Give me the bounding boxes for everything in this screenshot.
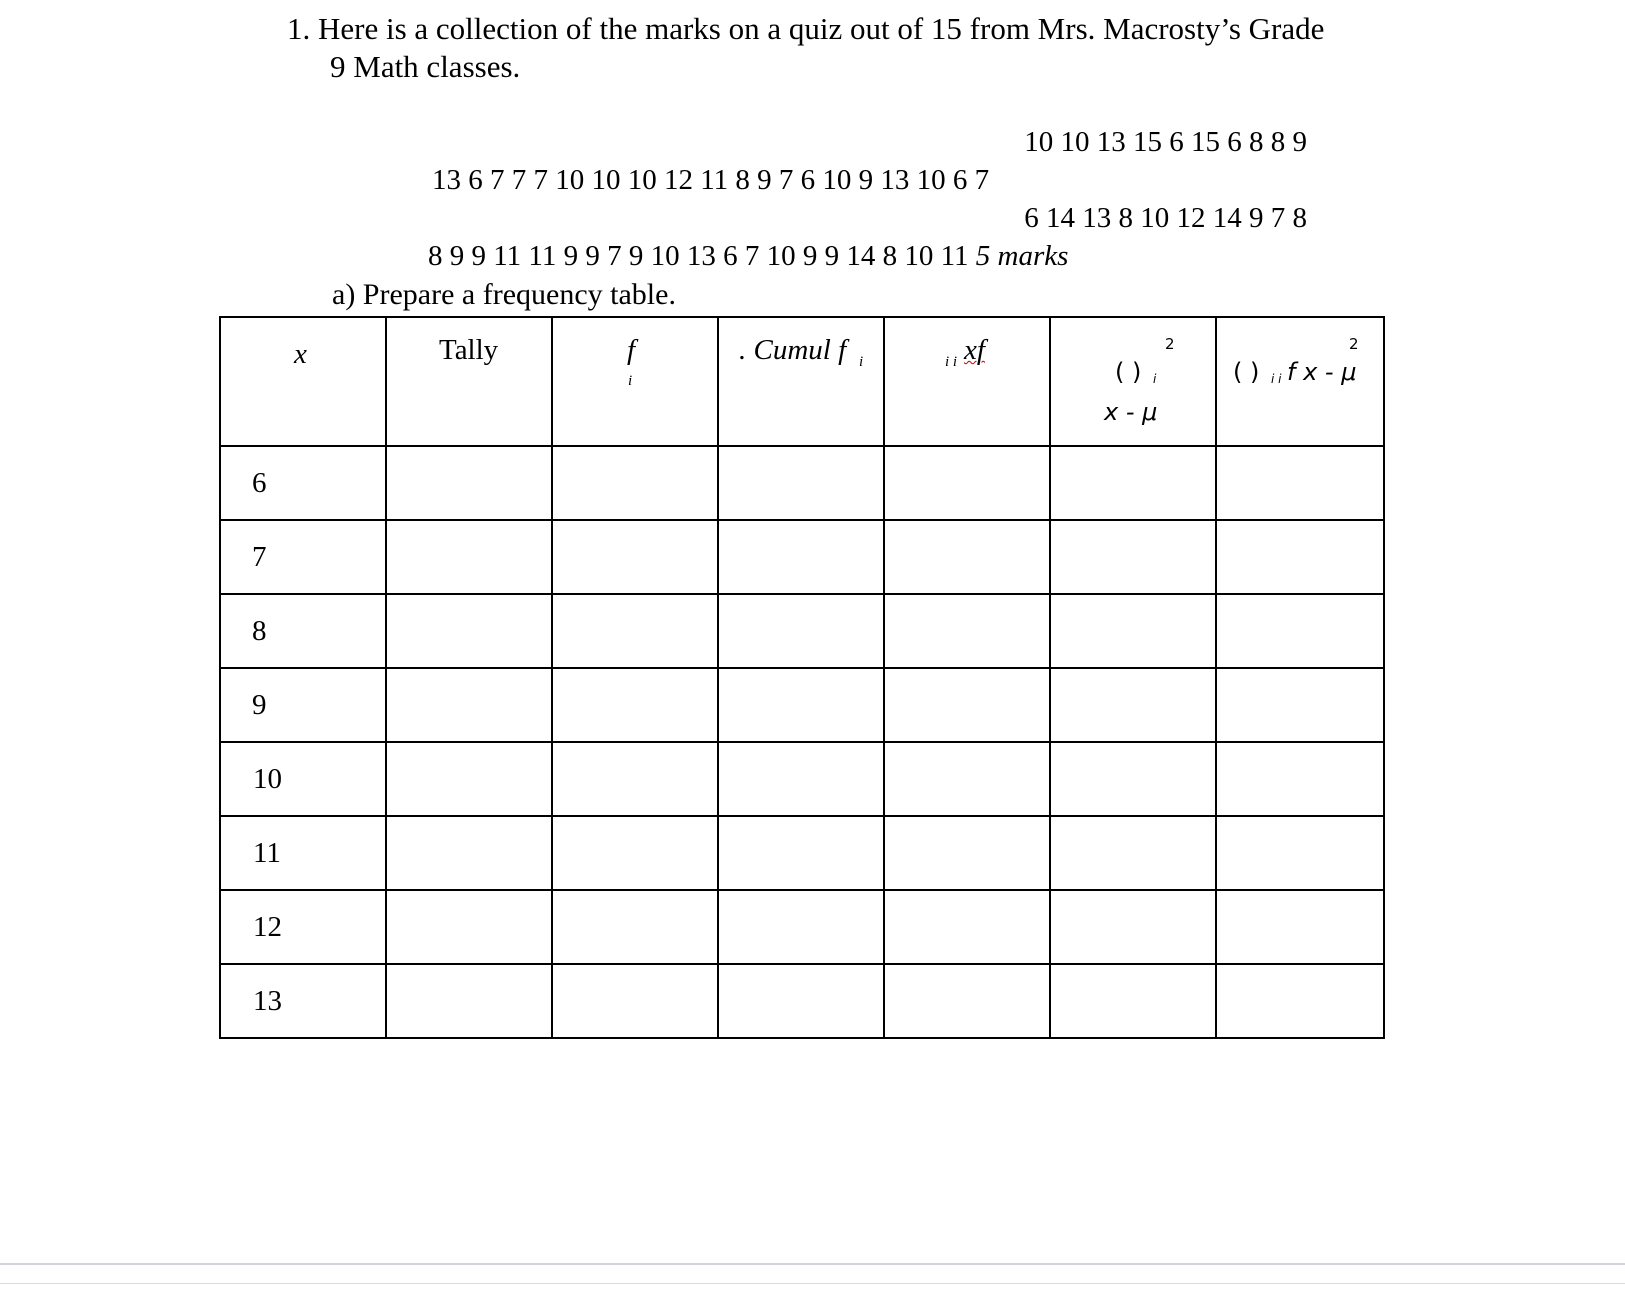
header-f-subscript: i bbox=[628, 373, 633, 389]
header-cumul-subscript: i bbox=[859, 354, 864, 370]
frequency-cell[interactable] bbox=[552, 890, 718, 964]
xf-cell[interactable] bbox=[884, 594, 1050, 668]
header-frequency bbox=[552, 317, 718, 446]
deviation-squared-cell[interactable] bbox=[1050, 594, 1216, 668]
header-fdev-subscript: i i bbox=[1271, 372, 1282, 386]
f-deviation-squared-cell[interactable] bbox=[1216, 446, 1384, 520]
header-x bbox=[220, 317, 386, 446]
header-xf bbox=[884, 317, 1050, 446]
xf-cell[interactable] bbox=[884, 964, 1050, 1038]
xf-cell[interactable] bbox=[884, 816, 1050, 890]
x-cell bbox=[220, 594, 386, 668]
xf-cell[interactable] bbox=[884, 668, 1050, 742]
x-value: 13 bbox=[253, 985, 282, 1017]
table-row bbox=[220, 594, 1384, 668]
x-value: 12 bbox=[253, 911, 282, 943]
deviation-squared-cell[interactable] bbox=[1050, 964, 1216, 1038]
header-fdev-paren: ( ) bbox=[1233, 358, 1260, 386]
deviation-squared-cell[interactable] bbox=[1050, 890, 1216, 964]
header-f-deviation-squared bbox=[1216, 317, 1384, 446]
f-deviation-squared-cell[interactable] bbox=[1216, 520, 1384, 594]
table-row bbox=[220, 668, 1384, 742]
data-line-3: 6 14 13 8 10 12 14 9 7 8 bbox=[1024, 202, 1307, 234]
x-cell bbox=[220, 520, 386, 594]
tally-cell[interactable] bbox=[386, 668, 552, 742]
cumulative-cell[interactable] bbox=[718, 964, 884, 1038]
page-divider-top bbox=[0, 1263, 1625, 1265]
data-line-4-values: 8 9 9 11 11 9 9 7 9 10 13 6 7 10 9 9 14 8 10 11 bbox=[428, 240, 969, 272]
header-tally-label: Tally bbox=[439, 334, 499, 366]
table-row bbox=[220, 890, 1384, 964]
header-x-label: x bbox=[294, 338, 307, 370]
header-f-label: f bbox=[627, 334, 636, 366]
cumulative-cell[interactable] bbox=[718, 668, 884, 742]
x-value: 9 bbox=[252, 689, 267, 721]
frequency-cell[interactable] bbox=[552, 964, 718, 1038]
x-value: 7 bbox=[252, 541, 267, 573]
f-deviation-squared-cell[interactable] bbox=[1216, 890, 1384, 964]
x-value: 10 bbox=[253, 763, 282, 795]
frequency-table bbox=[219, 316, 1385, 1039]
header-cumulative bbox=[718, 317, 884, 446]
tally-cell[interactable] bbox=[386, 964, 552, 1038]
cumulative-cell[interactable] bbox=[718, 890, 884, 964]
f-deviation-squared-cell[interactable] bbox=[1216, 668, 1384, 742]
deviation-squared-cell[interactable] bbox=[1050, 742, 1216, 816]
f-deviation-squared-cell[interactable] bbox=[1216, 742, 1384, 816]
xf-cell[interactable] bbox=[884, 446, 1050, 520]
x-value: 6 bbox=[252, 467, 267, 499]
x-cell bbox=[220, 816, 386, 890]
table-header-row bbox=[220, 317, 1384, 446]
deviation-squared-cell[interactable] bbox=[1050, 520, 1216, 594]
x-cell bbox=[220, 890, 386, 964]
xf-cell[interactable] bbox=[884, 890, 1050, 964]
frequency-cell[interactable] bbox=[552, 668, 718, 742]
tally-cell[interactable] bbox=[386, 594, 552, 668]
page-divider-bottom bbox=[0, 1283, 1625, 1284]
data-line-4 bbox=[428, 238, 1068, 274]
f-deviation-squared-cell[interactable] bbox=[1216, 594, 1384, 668]
frequency-cell[interactable] bbox=[552, 742, 718, 816]
question-text-line1: 1. Here is a collection of the marks on a quiz out of 15 from Mrs. Macrosty’s Grade bbox=[287, 11, 1325, 46]
f-deviation-squared-cell[interactable] bbox=[1216, 964, 1384, 1038]
x-cell bbox=[220, 668, 386, 742]
tally-cell[interactable] bbox=[386, 446, 552, 520]
data-line-2: 13 6 7 7 7 10 10 10 12 11 8 9 7 6 10 9 13 10 6 7 bbox=[432, 164, 990, 196]
tally-cell[interactable] bbox=[386, 816, 552, 890]
cumulative-cell[interactable] bbox=[718, 742, 884, 816]
x-cell bbox=[220, 742, 386, 816]
table-row bbox=[220, 446, 1384, 520]
header-fdev-square: 2 bbox=[1349, 335, 1359, 353]
cumulative-cell[interactable] bbox=[718, 520, 884, 594]
cumulative-cell[interactable] bbox=[718, 594, 884, 668]
table-row bbox=[220, 964, 1384, 1038]
frequency-cell[interactable] bbox=[552, 446, 718, 520]
header-dev-square: 2 bbox=[1165, 335, 1175, 353]
xf-cell[interactable] bbox=[884, 520, 1050, 594]
part-a-instruction: a) Prepare a frequency table. bbox=[332, 278, 676, 311]
table-row bbox=[220, 816, 1384, 890]
frequency-cell[interactable] bbox=[552, 816, 718, 890]
table-row bbox=[220, 520, 1384, 594]
header-dev-expr: x - μ bbox=[1104, 398, 1158, 426]
xf-cell[interactable] bbox=[884, 742, 1050, 816]
cumulative-cell[interactable] bbox=[718, 816, 884, 890]
x-cell bbox=[220, 964, 386, 1038]
frequency-cell[interactable] bbox=[552, 594, 718, 668]
marks-note: 5 marks bbox=[975, 240, 1069, 272]
header-xf-label: xf bbox=[964, 334, 985, 366]
tally-cell[interactable] bbox=[386, 742, 552, 816]
header-dev-paren: ( ) bbox=[1115, 358, 1142, 386]
cumulative-cell[interactable] bbox=[718, 446, 884, 520]
header-deviation-squared bbox=[1050, 317, 1216, 446]
x-cell bbox=[220, 446, 386, 520]
data-line-1: 10 10 13 15 6 15 6 8 8 9 bbox=[1024, 126, 1307, 158]
header-tally bbox=[386, 317, 552, 446]
header-fdev-expr: f x - μ bbox=[1287, 358, 1357, 386]
table-row bbox=[220, 742, 1384, 816]
deviation-squared-cell[interactable] bbox=[1050, 446, 1216, 520]
tally-cell[interactable] bbox=[386, 890, 552, 964]
header-cumul-label: . Cumul f bbox=[739, 334, 847, 366]
question-text-line2: 9 Math classes. bbox=[330, 49, 521, 84]
header-dev-subscript: i bbox=[1153, 372, 1157, 386]
header-xf-prefix: i i bbox=[945, 354, 958, 370]
frequency-cell[interactable] bbox=[552, 520, 718, 594]
deviation-squared-cell[interactable] bbox=[1050, 816, 1216, 890]
x-value: 8 bbox=[252, 615, 267, 647]
tally-cell[interactable] bbox=[386, 520, 552, 594]
deviation-squared-cell[interactable] bbox=[1050, 668, 1216, 742]
f-deviation-squared-cell[interactable] bbox=[1216, 816, 1384, 890]
x-value: 11 bbox=[253, 837, 281, 869]
